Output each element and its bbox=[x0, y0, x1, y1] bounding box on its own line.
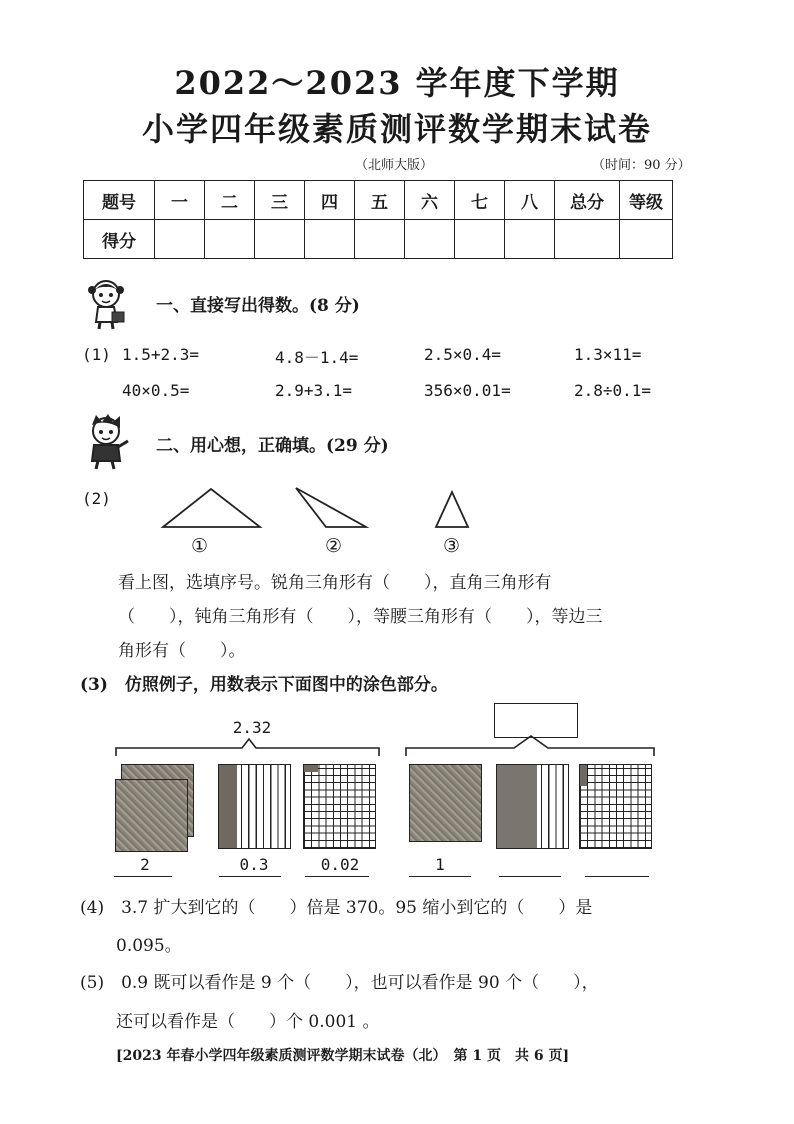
triangle-label: ② bbox=[325, 535, 343, 557]
hundredths-grid-square bbox=[303, 764, 376, 849]
score-cell: 五 bbox=[355, 181, 405, 220]
cartoon-girl-icon bbox=[84, 278, 132, 330]
triangles-figure bbox=[150, 480, 490, 536]
score-table bbox=[83, 180, 673, 259]
triangle-2 bbox=[296, 488, 366, 527]
arith-item: 4.8－1.4= bbox=[275, 348, 359, 367]
q4-line1: (4) 3.7 扩大到它的（ ）倍是 370。95 缩小到它的（ ）是 bbox=[80, 898, 593, 918]
triangle-label: ① bbox=[191, 535, 209, 557]
score-blank bbox=[555, 220, 620, 259]
arith-item: 40×0.5= bbox=[122, 381, 190, 400]
shaded-square bbox=[409, 764, 482, 842]
tenths-strip-square bbox=[218, 764, 291, 849]
hundredths-grid-square bbox=[579, 764, 652, 849]
answer-line[interactable] bbox=[499, 876, 561, 877]
score-cell: 八 bbox=[505, 181, 555, 220]
score-blank bbox=[205, 220, 255, 259]
score-blank bbox=[405, 220, 455, 259]
example-total-label: 2.32 bbox=[232, 718, 272, 737]
task-label: 1 bbox=[435, 855, 445, 874]
score-cell: 四 bbox=[305, 181, 355, 220]
triangle-label: ③ bbox=[443, 535, 461, 557]
page-footer: [2023 年春小学四年级素质测评数学期末试卷（北） 第 1 页 共 6 页] bbox=[116, 1048, 570, 1064]
score-cell: 七 bbox=[455, 181, 505, 220]
shaded-square bbox=[115, 779, 188, 852]
example-label: 0.3 bbox=[239, 855, 269, 874]
q2-label: (2) bbox=[82, 489, 111, 508]
score-cell: 总分 bbox=[555, 181, 620, 220]
score-cell: 题号 bbox=[84, 181, 155, 220]
exam-title-line2: 小学四年级素质测评数学期末试卷 bbox=[141, 110, 652, 148]
score-blank bbox=[505, 220, 555, 259]
time-label: （时间：90 分） bbox=[592, 158, 691, 173]
q1-label: (1) bbox=[82, 345, 111, 364]
exam-title-line1: 2022～2023 学年度下学期 bbox=[174, 64, 620, 102]
q2-line1: 看上图，选填序号。锐角三角形有（ ），直角三角形有 bbox=[118, 573, 552, 593]
score-blank bbox=[355, 220, 405, 259]
q3-prompt: (3) 仿照例子，用数表示下面图中的涂色部分。 bbox=[80, 675, 448, 695]
example-label: 2 bbox=[140, 855, 150, 874]
arith-item: 2.8÷0.1= bbox=[574, 381, 652, 400]
score-cell: 等级 bbox=[620, 181, 673, 220]
score-blank bbox=[305, 220, 355, 259]
score-cell: 二 bbox=[205, 181, 255, 220]
score-blank bbox=[455, 220, 505, 259]
arith-item: 356×0.01= bbox=[424, 381, 511, 400]
answer-line bbox=[114, 876, 172, 877]
triangle-3 bbox=[436, 492, 468, 527]
q5-line2: 还可以看作是（ ）个 0.001 。 bbox=[116, 1012, 380, 1032]
answer-line[interactable] bbox=[409, 876, 471, 877]
answer-line[interactable] bbox=[585, 876, 649, 877]
score-blank bbox=[620, 220, 673, 259]
hundredths-shade bbox=[304, 765, 318, 772]
example-brace bbox=[114, 736, 384, 758]
section1-heading: 一、直接写出得数。(8 分) bbox=[156, 296, 360, 316]
triangle-1 bbox=[163, 489, 260, 527]
arith-item: 2.5×0.4= bbox=[424, 345, 502, 364]
arith-item: 1.3×11= bbox=[574, 345, 642, 364]
answer-line bbox=[305, 876, 369, 877]
score-cell: 三 bbox=[255, 181, 305, 220]
arith-item: 1.5+2.3= bbox=[122, 345, 200, 364]
arith-item: 2.9+3.1= bbox=[275, 381, 353, 400]
score-blank bbox=[155, 220, 205, 259]
cartoon-boy-icon bbox=[82, 413, 132, 471]
hundredths-shade bbox=[580, 765, 587, 786]
tenths-strip-square bbox=[496, 764, 569, 849]
example-label: 0.02 bbox=[320, 855, 360, 874]
section2-heading: 二、用心想，正确填。(29 分) bbox=[156, 436, 389, 456]
q2-line2: （ ），钝角三角形有（ ），等腰三角形有（ ），等边三 bbox=[118, 607, 603, 627]
task-brace bbox=[404, 732, 658, 758]
q5-line1: (5) 0.9 既可以看作是 9 个（ ），也可以看作是 90 个（ ）， bbox=[80, 973, 599, 993]
score-cell: 一 bbox=[155, 181, 205, 220]
score-table-score-row bbox=[84, 220, 673, 259]
score-table-header-row bbox=[84, 181, 673, 220]
score-cell: 六 bbox=[405, 181, 455, 220]
score-blank bbox=[255, 220, 305, 259]
edition-label: （北师大版） bbox=[355, 158, 434, 173]
q4-line2: 0.095。 bbox=[116, 936, 182, 956]
score-row-label: 得分 bbox=[84, 220, 155, 259]
q2-line3: 角形有（ ）。 bbox=[118, 641, 246, 661]
answer-line bbox=[219, 876, 281, 877]
